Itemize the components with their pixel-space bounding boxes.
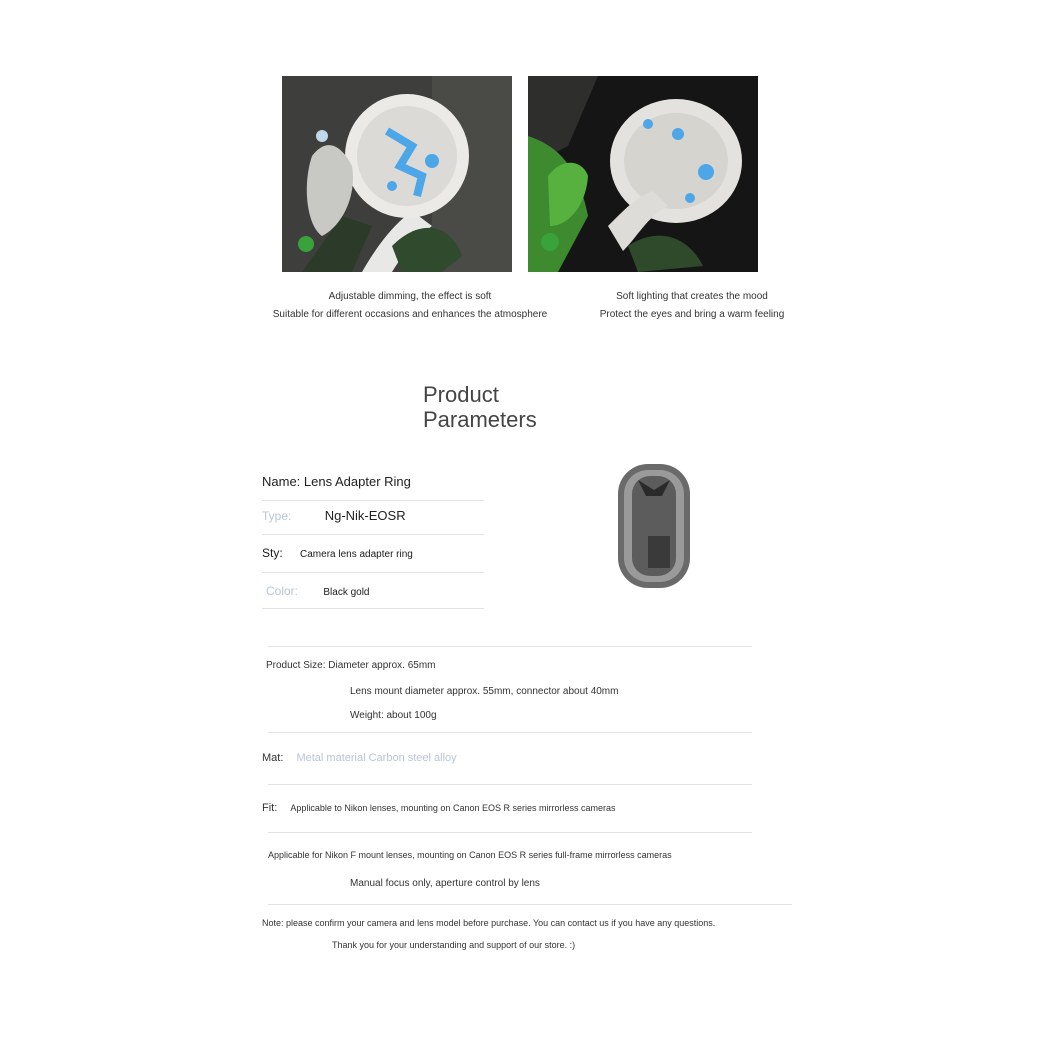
adapter-ring-image (612, 456, 696, 596)
size-row: Product Size: Diameter approx. 65mm (266, 660, 436, 671)
divider (268, 832, 752, 833)
color-value: Black gold (323, 587, 370, 598)
type-label: Sty: (262, 546, 283, 560)
model-label: Type: (262, 509, 292, 523)
flower-photo-left (282, 76, 512, 272)
scope-detail: Manual focus only, aperture control by lens (350, 878, 540, 889)
divider (262, 608, 484, 609)
note-detail: Thank you for your understanding and support of our store. :) (332, 940, 576, 950)
caption-right-line-2: Protect the eyes and bring a warm feeling (599, 309, 785, 320)
divider (268, 646, 752, 647)
caption-left-line-2: Suitable for different occasions and enhances the atmosphere (272, 309, 548, 320)
divider (268, 784, 752, 785)
divider (262, 500, 484, 501)
caption-left (272, 288, 548, 324)
flower-photo-right (528, 76, 758, 272)
divider (262, 572, 484, 573)
type-value: Camera lens adapter ring (300, 549, 413, 560)
scope-row: Applicable for Nikon F mount lenses, mounting on Canon EOS R series full-frame mirrorless cameras (268, 850, 672, 860)
material-label: Mat: (262, 752, 284, 764)
divider (268, 904, 792, 905)
model-value: Ng-Nik-EOSR (324, 508, 406, 523)
caption-left-line-1: Adjustable dimming, the effect is soft (328, 291, 492, 302)
fit-label: Fit: (262, 802, 278, 814)
model-row (262, 508, 406, 523)
divider (262, 534, 484, 535)
color-label: Color: (266, 584, 299, 598)
caption-right-line-1: Soft lighting that creates the mood (616, 291, 768, 302)
size-detail: Lens mount diameter approx. 55mm, connector about 40mm (350, 686, 619, 697)
product-name: Name: Lens Adapter Ring (262, 474, 411, 489)
page-title: Product Parameters (423, 382, 537, 432)
note-row: Note: please confirm your camera and lens model before purchase. You can contact us if you have any questions. (262, 918, 716, 928)
fit-value: Applicable to Nikon lenses, mounting on Canon EOS R series mirrorless cameras (290, 803, 616, 813)
type-row (262, 546, 413, 560)
weight-detail: Weight: about 100g (350, 710, 437, 721)
divider (268, 732, 752, 733)
material-value: Metal material Carbon steel alloy (296, 752, 457, 764)
material-row (262, 752, 457, 764)
color-row (266, 584, 370, 598)
fit-row (262, 802, 616, 814)
caption-right (566, 288, 818, 324)
